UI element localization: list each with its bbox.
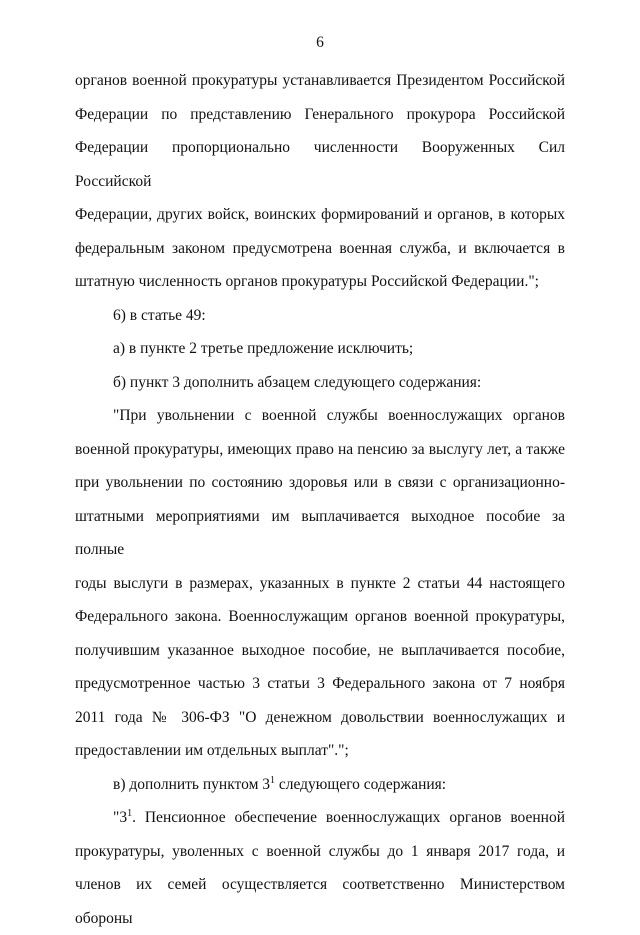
text-segment: "3 — [113, 809, 128, 826]
text-line: членов их семей осуществляется соответственно Министерством обороны — [75, 876, 565, 927]
text-line: "При увольнении с военной службы военнослужащих органов — [113, 407, 565, 424]
text-line: федеральным законом предусмотрена военная служба, и включается в — [75, 239, 565, 257]
text-line: получившим указанное выходное пособие, не выплачивается пособие, — [75, 641, 565, 659]
text-line: штатную численность органов прокуратуры Российской Федерации."; — [75, 273, 539, 290]
paragraph-item-b — [75, 366, 565, 400]
text-line: прокуратуры, уволенных с военной службы до 1 января 2017 года, и — [75, 842, 565, 860]
text-segment: . Пенсионное обеспечение военнослужащих органов военной — [132, 809, 565, 826]
page-number: 6 — [316, 34, 324, 51]
text-line: Федерации пропорционально численности Вооруженных Сил Российской — [75, 139, 565, 190]
text-line: Федерации по представлению Генерального прокурора Российской — [75, 105, 565, 123]
text-line: военной прокуратуры, имеющих право на пенсию за выслугу лет, а также — [75, 440, 565, 458]
paragraph-article-49 — [75, 299, 565, 333]
text-line: Федерального закона. Военнослужащим органов военной прокуратуры, — [75, 608, 565, 625]
superscript: 1 — [270, 774, 275, 786]
paragraph-dismissal-allowance — [75, 399, 565, 768]
text-line: б) пункт 3 дополнить абзацем следующего содержания: — [113, 373, 482, 391]
superscript: 1 — [127, 808, 133, 819]
text-line: предусмотренное частью 3 статьи 3 Федерального закона от 7 ноября — [75, 675, 565, 692]
paragraph-pension-provision — [75, 801, 565, 935]
paragraph-item-v — [75, 768, 565, 802]
document-body — [75, 64, 565, 935]
text-line — [75, 801, 565, 835]
text-line: органов военной прокуратуры устанавливается Президентом Российской — [75, 72, 565, 89]
text-line: Федерации, других войск, воинских формирований и органов, в которых — [75, 206, 565, 223]
text-line: 2011 года № 306-ФЗ "О денежном довольствии военнослужащих и — [75, 708, 565, 726]
text-line: 6) в статье 49: — [113, 306, 206, 324]
paragraph-quoted-continuation — [75, 64, 565, 299]
text-segment: в) дополнить пунктом 3 — [113, 775, 270, 793]
paragraph-item-a — [75, 332, 565, 366]
text-line: годы выслуги в размерах, указанных в пункте 2 статьи 44 настоящего — [75, 574, 565, 592]
text-line: предоставлении им отдельных выплат"."; — [75, 742, 349, 759]
text-segment: следующего содержания: — [275, 775, 447, 793]
text-line: а) в пункте 2 третье предложение исключить; — [113, 340, 414, 357]
text-line: при увольнении по состоянию здоровья или в связи с организационно- — [75, 474, 565, 491]
text-line: штатными мероприятиями им выплачивается выходное пособие за полные — [75, 507, 565, 558]
